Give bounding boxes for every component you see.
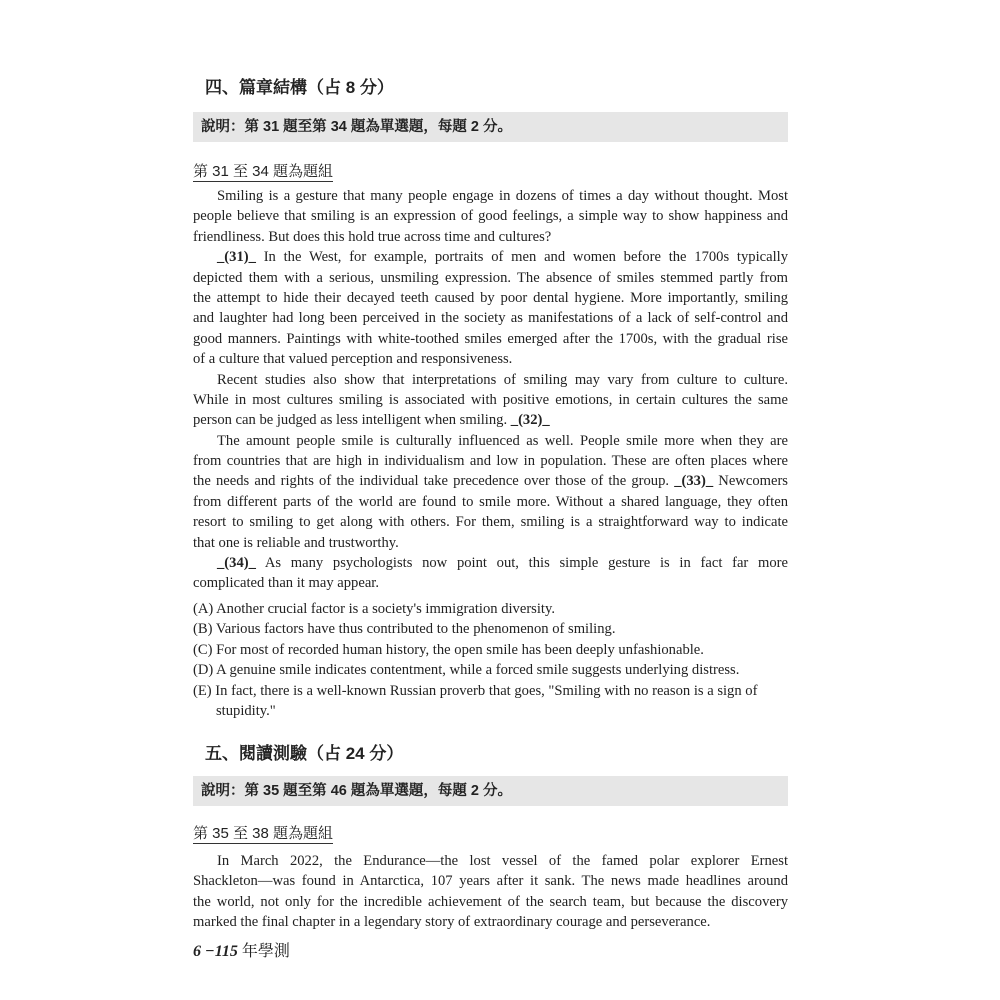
page-footer bbox=[193, 938, 788, 961]
text-segment: Recent studies also show that interpretations of smiling may vary from culture to culture. bbox=[217, 371, 788, 388]
answer-blank[interactable]: _(31)_ bbox=[217, 249, 256, 266]
option-line bbox=[193, 660, 788, 680]
section-4-instruction: 說明：第 31 題至第 34 題為單選題，每題 2 分。 bbox=[193, 112, 788, 142]
text-segment: and laughter had long been perceived in the society as manifestations of a lack of self-control and bbox=[193, 310, 788, 327]
text-segment: In March 2022, the Endurance—the lost vessel of the famed polar explorer Ernest bbox=[217, 853, 788, 869]
passage-line bbox=[193, 912, 788, 932]
text-segment: the attempt to hide their decayed teeth caused by poor dental hygiene. More importantly, smiling bbox=[193, 289, 788, 306]
text-segment: (C) For most of recorded human history, the open smile has been deeply unfashionable. bbox=[193, 641, 704, 658]
passage-line bbox=[193, 349, 788, 369]
answer-blank[interactable]: _(32)_ bbox=[510, 412, 550, 429]
option-line bbox=[193, 599, 788, 619]
text-segment: friendliness. But does this hold true across time and cultures? bbox=[193, 228, 552, 245]
passage-line bbox=[193, 471, 788, 491]
option-line bbox=[193, 681, 788, 701]
question-group-35-38-title bbox=[193, 822, 788, 843]
option-line bbox=[193, 619, 788, 639]
option-line bbox=[193, 701, 788, 721]
text-segment: Smiling is a gesture that many people engage in dozens of times a day without thought. Most bbox=[217, 188, 788, 204]
passage-line bbox=[193, 206, 788, 226]
exam-name: 年學測 bbox=[241, 943, 290, 960]
text-segment: of a culture that valued perception and responsiveness. bbox=[193, 351, 513, 368]
passage-line bbox=[193, 227, 788, 247]
passage-line bbox=[193, 288, 788, 308]
passage-line bbox=[193, 410, 788, 430]
group-title-text: 第 31 至 34 題為題組 bbox=[193, 163, 334, 180]
text-segment: marked the final chapter in a legendary story of extraordinary courage and perseverance. bbox=[193, 914, 711, 931]
question-group-31-34-title bbox=[193, 160, 788, 181]
text-segment: depicted them with a serious, unsmiling expression. The absence of smiles stemmed partly from bbox=[193, 269, 788, 286]
passage-line bbox=[193, 492, 788, 512]
text-segment: from different parts of the world are found to smile more. Without a shared language, they often bbox=[193, 493, 788, 510]
passage-line bbox=[193, 268, 788, 288]
text-segment: people believe that smiling is an expression of good feelings, a simple way to show happiness and bbox=[193, 208, 788, 225]
text-segment: Newcomers bbox=[713, 473, 788, 490]
text-segment: that one is reliable and trustworthy. bbox=[193, 534, 399, 551]
option-line bbox=[193, 640, 788, 660]
text-segment: the needs and rights of the individual take precedence over those of the group. bbox=[193, 473, 675, 490]
page-number: 6 −115 bbox=[193, 943, 242, 960]
passage-line bbox=[193, 329, 788, 349]
answer-blank[interactable]: _(33)_ bbox=[674, 473, 714, 490]
section-5-instruction: 說明：第 35 題至第 46 題為單選題，每題 2 分。 bbox=[193, 776, 788, 806]
text-segment: good manners. Paintings with white-toothed smiles emerged after the 1700s, with the gradual rise bbox=[193, 330, 788, 347]
text-segment: (E) In fact, there is a well-known Russian proverb that goes, "Smiling with no reason is a sign of bbox=[193, 682, 758, 699]
text-segment: stupidity." bbox=[216, 702, 276, 719]
text-segment: (B) Various factors have thus contributed to the phenomenon of smiling. bbox=[193, 621, 616, 638]
answer-blank[interactable]: _(34)_ bbox=[217, 555, 256, 572]
passage-31-34 bbox=[193, 186, 788, 594]
options-list bbox=[193, 599, 788, 721]
passage-line bbox=[193, 892, 788, 912]
text-segment: (A) Another crucial factor is a society's immigration diversity. bbox=[193, 601, 555, 617]
passage-line bbox=[193, 247, 788, 267]
section-4-heading: 四、篇章結構（占 8 分） bbox=[205, 78, 394, 97]
passage-line bbox=[193, 573, 788, 593]
passage-line bbox=[193, 370, 788, 390]
passage-line bbox=[193, 431, 788, 451]
passage-line bbox=[193, 851, 788, 871]
group-title-text: 第 35 至 38 題為題組 bbox=[193, 825, 334, 842]
passage-line bbox=[193, 553, 788, 573]
passage-line bbox=[193, 451, 788, 471]
passage-line bbox=[193, 390, 788, 410]
text-segment: While in most cultures smiling is associated with positive emotions, in certain cultures the same bbox=[193, 391, 788, 408]
text-segment: resort to smiling to get along with others. For them, smiling is a straightforward way to indicate bbox=[193, 514, 788, 531]
passage-line bbox=[193, 512, 788, 532]
text-segment: In the West, for example, portraits of men and women before the 1700s typically bbox=[255, 249, 788, 266]
text-segment: Shackleton—was found in Antarctica, 107 years after it sank. The news made headlines around bbox=[193, 873, 788, 890]
passage-line bbox=[193, 186, 788, 206]
passage-line bbox=[193, 533, 788, 553]
text-segment: As many psychologists now point out, this simple gesture is in fact far more bbox=[255, 555, 788, 572]
passage-line bbox=[193, 871, 788, 891]
text-segment: the world, not only for the incredible achievement of the search team, but because the discovery bbox=[193, 893, 788, 910]
text-segment: The amount people smile is culturally influenced as well. People smile more when they are bbox=[217, 432, 788, 449]
passage-line bbox=[193, 308, 788, 328]
section-5-heading: 五、閱讀測驗（占 24 分） bbox=[205, 744, 404, 763]
passage-35-38 bbox=[193, 851, 788, 933]
text-segment: person can be judged as less intelligent when smiling. bbox=[193, 412, 511, 429]
text-segment: complicated than it may appear. bbox=[193, 575, 379, 592]
text-segment: from countries that are high in individualism and low in population. These are often places where bbox=[193, 453, 788, 470]
text-segment: (D) A genuine smile indicates contentment, while a forced smile suggests underlying distress. bbox=[193, 662, 740, 679]
